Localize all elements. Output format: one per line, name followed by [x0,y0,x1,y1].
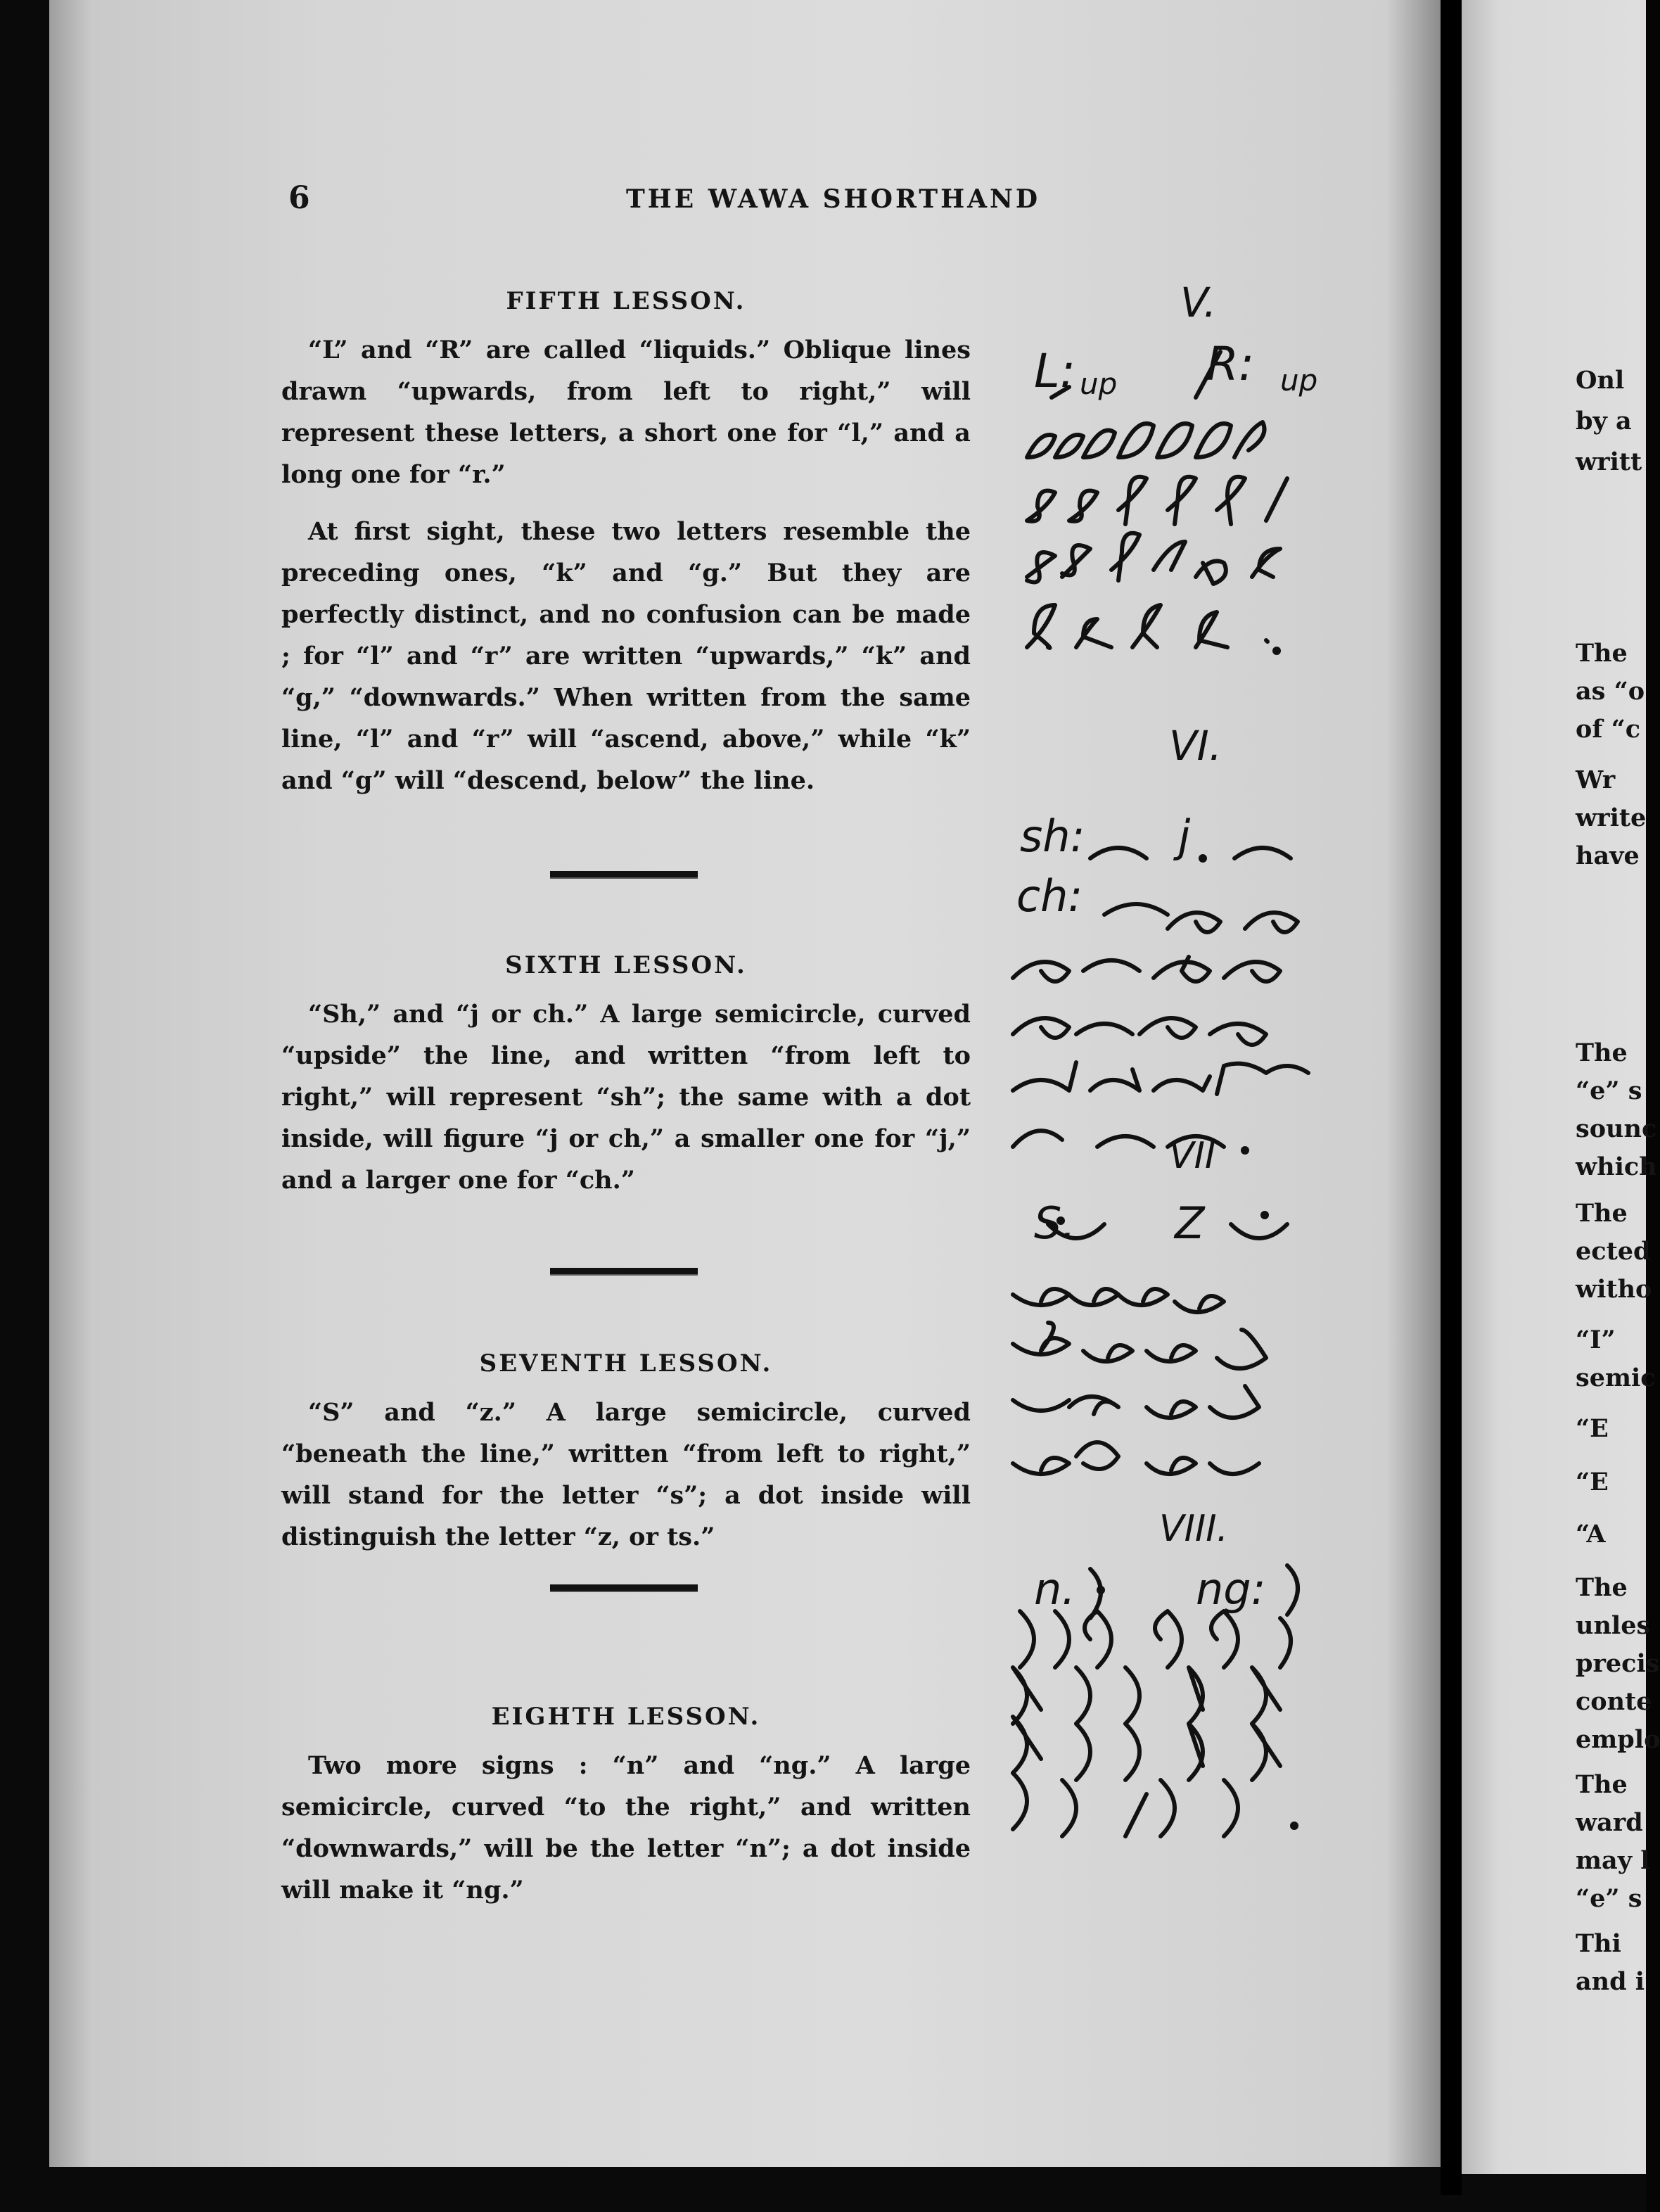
sh-ch-combination-row [1013,1062,1308,1094]
l-label: L: [1034,344,1076,398]
n-ng-combination-row [1020,1611,1291,1667]
facing-line: The [1576,1199,1628,1228]
lesson-paragraph: At first sight, these two letters resemble the preceding ones, “k” and “g.” But they are perfectly distinct, and no confusion can be made ; for “l” and “r” are written “upwards,” “k” and “g,” “downwards.” When written from the same line, “l” and “r” will “ascend, above,” while “k” and “g” will “descend, below” the line. [281,517,971,795]
facing-line: write [1576,803,1647,832]
shorthand-examples-column [985,267,1379,1935]
s-label: S. [1034,1197,1076,1249]
section-viii-label: VIII. [1159,1508,1229,1550]
dot-mark [1290,1822,1298,1830]
section-divider [550,871,698,879]
l-r-combination-row [1027,605,1268,648]
lesson-paragraph: “Sh,” and “j or ch.” A large semicircle, curved “upside” the line, and written “from left to right,” will represent “sh”; the same with a dot inside, will figure “j or ch,” a smaller one for “j,” and a larger one for “ch.” [281,1000,971,1195]
facing-line: Thi [1576,1929,1621,1958]
facing-line: “e” s [1576,1884,1642,1913]
n-ng-combination-row [1013,1667,1280,1724]
j-label: j [1178,811,1191,862]
book-title: THE WAWA SHORTHAND [626,184,1041,214]
lesson-heading: EIGHTH LESSON. [491,1703,761,1731]
l-r-combination-row [1027,477,1287,524]
eighth-lesson [281,1703,971,1926]
page-number: 6 [288,180,310,216]
book-gutter [1441,0,1462,2195]
facing-line: have [1576,841,1640,870]
n-ng-combination-row [1013,1773,1238,1836]
dot-mark [1199,854,1207,863]
facing-line: by a [1576,407,1632,436]
dot-mark [1241,1146,1249,1155]
facing-line: unles [1576,1611,1651,1640]
facing-line: ward [1576,1808,1643,1837]
fifth-lesson [281,287,971,817]
running-head [288,180,1343,222]
seventh-lesson [281,1349,971,1573]
lesson-heading: SEVENTH LESSON. [479,1349,773,1378]
facing-line: which [1576,1152,1657,1181]
facing-line: Wr [1576,765,1616,794]
section-vi-label: VI. [1169,722,1222,770]
l-r-combination-row [1027,533,1280,584]
r-label: R: [1206,337,1255,391]
facing-line: witho [1576,1275,1652,1304]
facing-line: The [1576,1038,1628,1067]
facing-line: emplo [1576,1725,1660,1754]
dot-mark [1097,1586,1105,1594]
lesson-heading: FIFTH LESSON. [506,287,746,315]
facing-line: conte [1576,1687,1652,1716]
s-z-combination-row [1013,1442,1259,1474]
z-label: Z [1175,1197,1205,1249]
facing-line: semic [1576,1364,1656,1392]
sh-ch-combination-row [1013,1018,1266,1045]
dot-mark [1272,647,1281,655]
lesson-paragraph: “L” and “R” are called “liquids.” Oblique lines drawn “upwards, from left to right,” will represent these letters, a short one for “l,” and a long one for “r.” [281,336,971,489]
up-label: up [1080,367,1118,401]
l-r-combination-row [1027,422,1265,457]
ng-label: ng: [1196,1563,1266,1615]
ch-label: ch: [1016,870,1083,922]
lesson-paragraph: “S” and “z.” A large semicircle, curved “beneath the line,” written “from left to right,” will stand for the letter “s”; a dot inside will distinguish the letter “z, or ts.” [281,1398,971,1551]
facing-line: The [1576,639,1628,668]
facing-line: ected [1576,1237,1651,1266]
section-vii-label: VII [1169,1135,1216,1177]
sh-small-stroke [1234,848,1291,858]
z-stroke [1231,1224,1287,1238]
facing-line: The [1576,1770,1628,1799]
facing-line: and i [1576,1967,1645,1996]
s-z-combination-row [1013,1323,1266,1368]
section-divider [550,1268,698,1276]
facing-line: “E [1576,1414,1609,1443]
facing-line: “E [1576,1468,1609,1496]
sixth-lesson [281,951,971,1216]
facing-line: writt [1576,447,1642,476]
ng-stroke [1287,1565,1298,1615]
facing-line: The [1576,1573,1628,1602]
facing-line: of “c [1576,715,1641,744]
facing-line: sounc [1576,1114,1657,1143]
shorthand-drawing [985,267,1379,1935]
s-z-combination-row [1013,1289,1224,1312]
facing-line: precis [1576,1649,1660,1678]
n-ng-combination-row [1013,1717,1280,1780]
facing-line: “I” [1576,1326,1616,1354]
facing-line: Onl [1576,366,1625,395]
up-label: up [1280,363,1318,398]
facing-line: “e” s [1576,1076,1642,1105]
facing-line: as “o [1576,677,1645,706]
section-v-label: V. [1180,279,1217,326]
sh-label: sh: [1020,811,1085,862]
ch-row [1104,904,1298,932]
lesson-heading: SIXTH LESSON. [505,951,747,979]
facing-line: may l [1576,1846,1650,1875]
s-z-combination-row [1013,1386,1259,1418]
facing-line: “A [1576,1520,1606,1549]
facing-page-text [1576,0,1660,2174]
n-label: n. [1034,1563,1076,1615]
sh-stroke [1090,848,1147,858]
dot-mark [1260,1211,1269,1219]
lesson-paragraph: Two more signs : “n” and “ng.” A large semicircle, curved “to the right,” and written “downwards,” will be the letter “n”; a dot inside will make it “ng.” [281,1751,971,1905]
sh-ch-combination-row [1013,957,1280,981]
section-divider [550,1584,698,1592]
